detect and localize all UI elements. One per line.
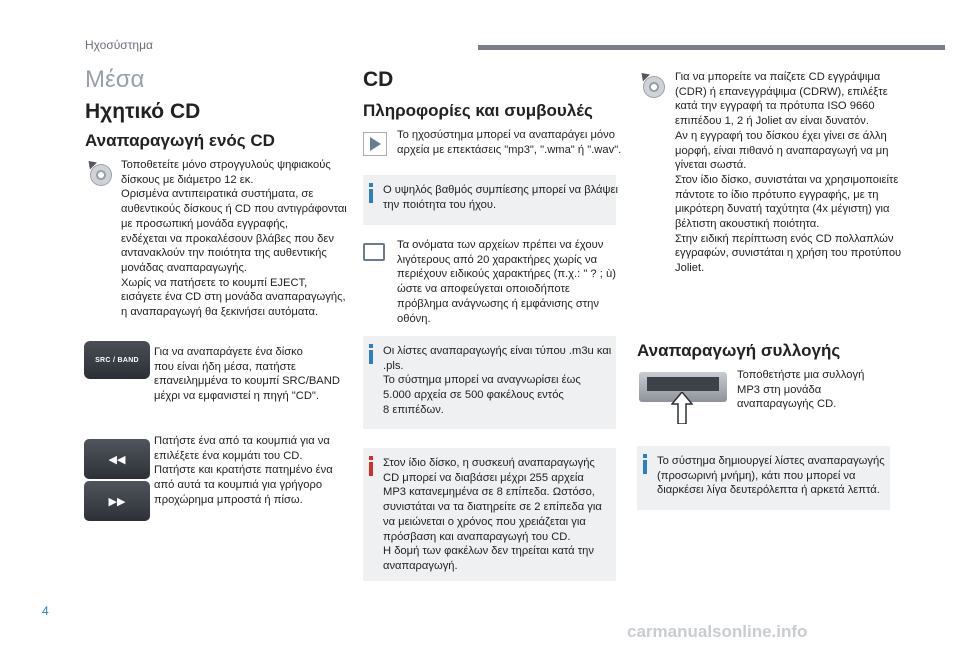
header-bar	[478, 45, 945, 50]
play-cd-subtitle: Αναπαραγωγή ενός CD	[85, 131, 275, 150]
disc-icon	[86, 160, 114, 188]
info-icon	[369, 183, 373, 205]
cd-header: CD	[363, 68, 394, 91]
buffer-info-box: Το σύστημα δημιουργεί λίστες αναπαραγωγής (προσωρινή μνήμη), κάτι που μπορεί να διαρκέσει λίγα δευτερόλεπτα ή αρκετά λεπτά.	[637, 446, 890, 510]
cdr-text: Για να μπορείτε να παίζετε CD εγγράψιμα (CDR) ή επανεγγράψιμα (CDRW), επιλέξτε κατά την εγγραφή τα πρότυπα ISO 9660 επιπέδου 1, 2 ή Joliet αν είναι δυνατόν. Αν η εγγραφή του δίσκου έχει γίνει σε άλλη μορφή, είναι πιθανό η αναπαραγωγή να μη γίνεται σωστά. Στον ίδιο δίσκο, συνιστάται να χρησιμοποιείτε πάντοτε το ίδιο πρότυπο εγγραφής, με τη μικρότερη δυνατή ταχύτητα (4x μέγιστη) για βέλτιστη ακουστική ποιότητα. Στην ειδική περίπτωση ενός CD πολλαπλών εγγραφών, συνιστάται η χρήση του προτύπου Joliet.	[675, 71, 902, 275]
info-icon	[369, 344, 373, 366]
compilation-subtitle: Αναπαραγωγή συλλογής	[637, 341, 841, 360]
src-band-button[interactable]: SRC / BAND	[84, 341, 150, 379]
section-title: Μέσα	[85, 66, 145, 93]
info-tips-subtitle: Πληροφορίες και συμβουλές	[363, 101, 593, 120]
seek-text: Πατήστε ένα από τα κουμπιά για να επιλέξετε ένα κομμάτι του CD. Πατήστε και κρατήστε πατημένο ένα από αυτά τα κουμπιά για γρήγορο προχώρημα μπροστά ή πίσω.	[154, 435, 333, 506]
seek-forward-button[interactable]: ▶▶	[84, 481, 150, 521]
page-number: 4	[42, 604, 49, 618]
extensions-text: Το ηχοσύστημα μπορεί να αναπαράγει μόνο αρχεία με επεκτάσεις "mp3", ".wma" ή ".wav".	[397, 129, 622, 156]
cd-title: Ηχητικό CD	[85, 100, 201, 123]
screen-icon	[363, 241, 385, 263]
info-icon	[643, 454, 647, 476]
src-band-text: Για να αναπαράγετε ένα δίσκο που είναι ήδη μέσα, πατήστε επανειλημμένα το κουμπί SRC/BAND μέχρι να εμφανιστεί η πηγή "CD".	[154, 346, 340, 403]
filenames-text: Τα ονόματα των αρχείων πρέπει να έχουν λιγότερους από 20 χαρακτήρες χωρίς να περιέχουν ειδικούς χαρακτήρες (π.χ.: " ? ; ù) ώστε να αποφεύγεται οποιοδήποτε πρόβλημα ανάγνωσης ή εμφάνισης στην οθόνη.	[397, 239, 616, 325]
seek-back-button[interactable]: ◀◀	[84, 439, 150, 479]
warning-icon	[369, 456, 373, 478]
mp3-warning-box: Στον ίδιο δίσκο, η συσκευή αναπαραγωγής CD μπορεί να διαβάσει μέχρι 255 αρχεία MP3 κατανεμημένα σε 8 επίπεδα. Ωστόσο, συνιστάται να τα διατηρείτε σε 2 επίπεδα για να μειώνεται ο χρόνος που χρειάζεται για πρόσβαση και αναπαραγωγή του CD. Η δομή των φακέλων δεν τηρείται κατά την αναπαραγωγή.	[363, 448, 616, 581]
header-label: Ηχοσύστημα	[85, 38, 153, 52]
footer-watermark: carmanualsonline.info	[627, 622, 808, 641]
insert-arrow-icon	[671, 392, 693, 424]
play-icon	[363, 132, 387, 156]
compression-info-box: Ο υψηλός βαθμός συμπίεσης μπορεί να βλάψει την ποιότητα του ήχου.	[363, 175, 616, 225]
play-cd-text: Τοποθετείτε μόνο στρογγυλούς ψηφιακούς δίσκους με διάμετρο 12 εκ. Ορισμένα αντιπειρατικά συστήματα, σε αυθεντικούς δίσκους ή CD που αντιγράφονται με προσωπική μονάδα εγγραφής, ενδέχεται να προκαλέσουν βλάβες που δεν αντανακλούν την ποιότητα της αυθεντικής μονάδας αναπαραγωγής. Χωρίς να πατήσετε το κουμπί EJECT, εισάγετε ένα CD στη μονάδα αναπαραγωγής, η αναπαραγωγή θα ξεκινήσει αυτόματα.	[121, 159, 347, 319]
compilation-text: Τοποθετήστε μια συλλογή MP3 στη μονάδα αναπαραγωγής CD.	[737, 369, 865, 411]
disc-icon	[639, 72, 667, 100]
playlists-info-box: Οι λίστες αναπαραγωγής είναι τύπου .m3u και .pls. Το σύστημα μπορεί να αναγνωρίσει έως 5.000 αρχεία σε 500 φακέλους εντός 8 επιπέδων.	[363, 336, 616, 429]
